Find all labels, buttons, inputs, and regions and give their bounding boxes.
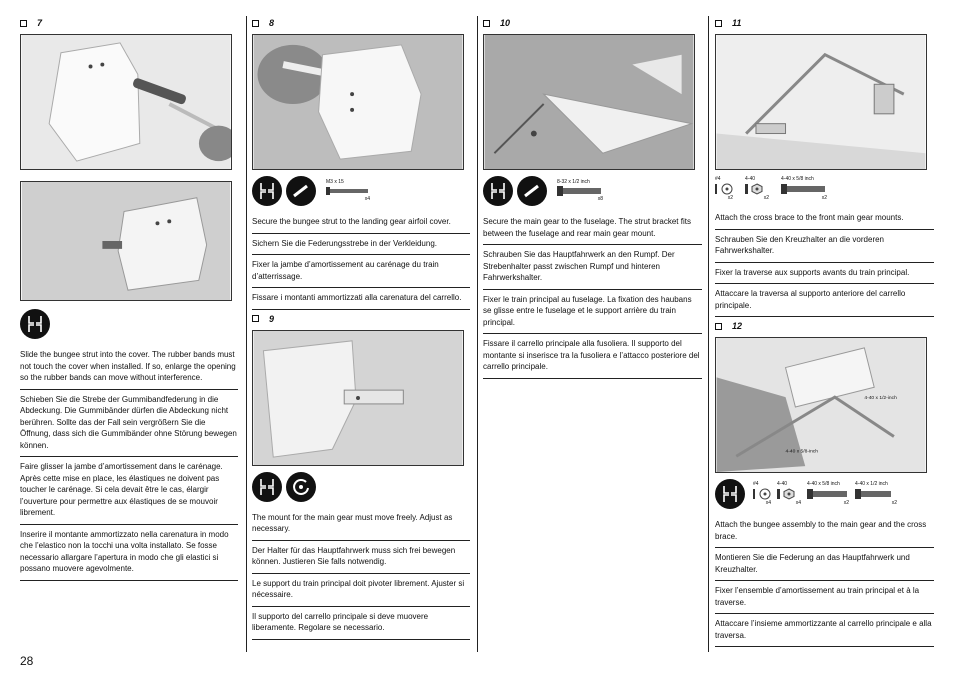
step-9-text-fr: Le support du train principal doit pivoter librement. Ajuster si nécessaire. [252,574,470,607]
hardware-item [807,481,849,507]
hardware-qty: x4 [364,196,370,202]
step-8-text-fr: Fixer la jambe d’amortissement au carénage du train d’atterrissage. [252,255,470,288]
step-7-number: 7 [37,18,43,28]
step-9-photo [252,330,464,466]
step-12-number: 12 [732,321,743,331]
photo-callout: 4-40 x 5/8-inch [785,449,818,455]
step-8-icons [252,176,470,206]
pliers-icon [483,176,513,206]
step-11-text-en: Attach the cross brace to the front main gear mounts. [715,208,934,230]
step-12-icons [715,479,934,509]
rotate-icon [286,472,316,502]
step-9-icons [252,472,470,502]
hardware-item [715,176,733,202]
step-8-number: 8 [269,18,275,28]
step-7-icons [20,309,238,339]
hardware-caption: #4 [753,481,759,487]
screw-icon [855,488,897,500]
step-7-photo-a [20,34,232,170]
hardware-qty: x4 [765,500,771,506]
step-8-header [252,16,470,30]
hardware-item [855,481,897,507]
step-8-checkbox[interactable] [252,20,259,27]
step-7-photo-b [20,181,232,301]
step-11-photo [715,34,927,170]
screwdriver-icon [517,176,547,206]
hardware-caption: 8-32 x 1/2 inch [557,179,590,185]
column-divider [477,16,478,652]
step-8-text-it: Fissare i montanti ammortizzati alla carenatura del carrello. [252,288,470,310]
washer-icon [753,488,771,500]
hardware-qty: x2 [727,195,733,201]
hardware-caption: 4-40 x 5/8 inch [807,481,840,487]
step-9-text-it: Il supporto del carrello principale si deve muovere liberamente. Regolare se necessario. [252,607,470,640]
hardware-qty: x2 [843,500,849,506]
step-10-number: 10 [500,18,511,28]
column-divider [708,16,709,652]
step-12-text-fr: Fixer l’ensemble d’amortissement au train principal et à la traverse. [715,581,934,614]
hardware-item [557,179,603,203]
hardware-caption: #4 [715,176,721,182]
step-12-header [715,319,934,333]
photo-callout: 4-40 x 1/2-inch [864,396,897,402]
page-number: 28 [20,654,34,668]
step-11-header [715,16,934,30]
step-8-photo [252,34,464,170]
step-7-checkbox[interactable] [20,20,27,27]
step-12-text-de: Montieren Sie die Federung an das Hauptfahrwerk und Kreuzhalter. [715,548,934,581]
step-7-text-it: Inserire il montante ammortizzato nella carenatura in modo che l’elastico non la tocchi una volta installato. Se fosse necessario allargare l’apertura in modo che gli elastici si possano muovere agevolmente. [20,525,238,581]
hardware-qty: x8 [597,196,603,202]
step-7-text-fr: Faire glisser la jambe d’amortissement dans le carénage. Après cette mise en place, les élastiques ne doivent pas toucher le carénage. Si cela devait être le cas, élargir l’ouverture pour permettre aux élastiques de se mouvoir librement. [20,457,238,525]
step-11-hardware [715,176,934,202]
hardware-item [753,481,771,507]
step-9-number: 9 [269,313,275,324]
hardware-qty: x2 [821,195,827,201]
step-8-text-en: Secure the bungee strut to the landing gear airfoil cover. [252,212,470,234]
step-11-text-it: Attaccare la traversa al supporto anteriore del carrello principale. [715,284,934,317]
step-9-checkbox[interactable] [252,315,259,322]
step-8-text-de: Sichern Sie die Federungsstrebe in der Verkleidung. [252,234,470,256]
hardware-caption: 4-40 [745,176,756,182]
step-10-photo [483,34,695,170]
step-10-text-fr: Fixer le train principal au fuselage. La fixation des haubans se glisse entre le fuselage et le support arrière du train principal. [483,290,702,335]
step-9-header [252,312,470,326]
hardware-item [777,481,801,507]
screw-icon [557,186,603,196]
step-8-section [252,16,470,640]
step-10-section [483,16,702,379]
pliers-icon [20,309,50,339]
screw-icon [807,488,849,500]
screw-icon [781,183,827,195]
step-9-text-de: Der Halter für das Hauptfahrwerk muss sich frei bewegen können. Justieren Sie falls notwendig. [252,541,470,574]
step-11-section [715,16,934,647]
hardware-item [745,176,769,202]
screwdriver-icon [286,176,316,206]
step-7-section [20,16,238,581]
step-10-checkbox[interactable] [483,20,490,27]
hardware-item [326,179,370,203]
hardware-caption: 4-40 x 5/8 inch [781,176,814,182]
step-10-hardware [557,179,603,203]
step-10-text-en: Secure the main gear to the fuselage. The strut bracket fits between the fuselage and rear main gear mount. [483,212,702,245]
nut-icon [777,488,801,500]
hardware-caption: 4-40 [777,481,788,487]
pliers-icon [715,479,745,509]
step-11-number: 11 [732,18,742,28]
hardware-qty: x4 [795,500,801,506]
step-12-text-en: Attach the bungee assembly to the main gear and the cross brace. [715,515,934,548]
step-10-text-it: Fissare il carrello principale alla fusoliera. Il supporto del montante si inserisce tra la fusoliera e l’attacco posteriore del carrello principale. [483,334,702,379]
hardware-item [781,176,827,202]
hardware-caption: M3 x 15 [326,179,344,185]
pliers-icon [252,176,282,206]
screw-icon [326,186,370,196]
step-11-text-fr: Fixer la traverse aux supports avants du train principal. [715,263,934,285]
hardware-qty: x2 [763,195,769,201]
step-11-checkbox[interactable] [715,20,722,27]
step-9-text-en: The mount for the main gear must move freely. Adjust as necessary. [252,508,470,541]
step-7-text-de: Schieben Sie die Strebe der Gummibandfederung in die Abdeckung. Die Gummibänder dürfen die Abdeckung nicht berühren. Sollte das der Fall sein vergrößern Sie die Öffnung, dass sich die Gummibänder ohne Störung bewegen können. [20,390,238,458]
step-7-text-en: Slide the bungee strut into the cover. The rubber bands must not touch the cover when installed. If so, enlarge the opening so the rubber bands can move without interference. [20,345,238,390]
pliers-icon [252,472,282,502]
hardware-qty: x2 [891,500,897,506]
step-12-photo [715,337,927,473]
step-12-hardware [753,481,897,507]
step-10-text-de: Schrauben Sie das Hauptfahrwerk an den Rumpf. Der Strebenhalter passt zwischen Rumpf und hinteren Fahrwerkshalter. [483,245,702,290]
step-10-icons [483,176,702,206]
step-11-text-de: Schrauben Sie den Kreuzhalter an die vorderen Fahrwerkshalter. [715,230,934,263]
step-7-header [20,16,238,30]
step-10-header [483,16,702,30]
hardware-caption: 4-40 x 1/2 inch [855,481,888,487]
step-12-text-it: Attaccare l’insieme ammortizzante al carrello principale e alla traversa. [715,614,934,647]
column-divider [246,16,247,652]
washer-icon [715,183,733,195]
step-12-checkbox[interactable] [715,323,722,330]
nut-icon [745,183,769,195]
step-8-hardware [326,179,370,203]
